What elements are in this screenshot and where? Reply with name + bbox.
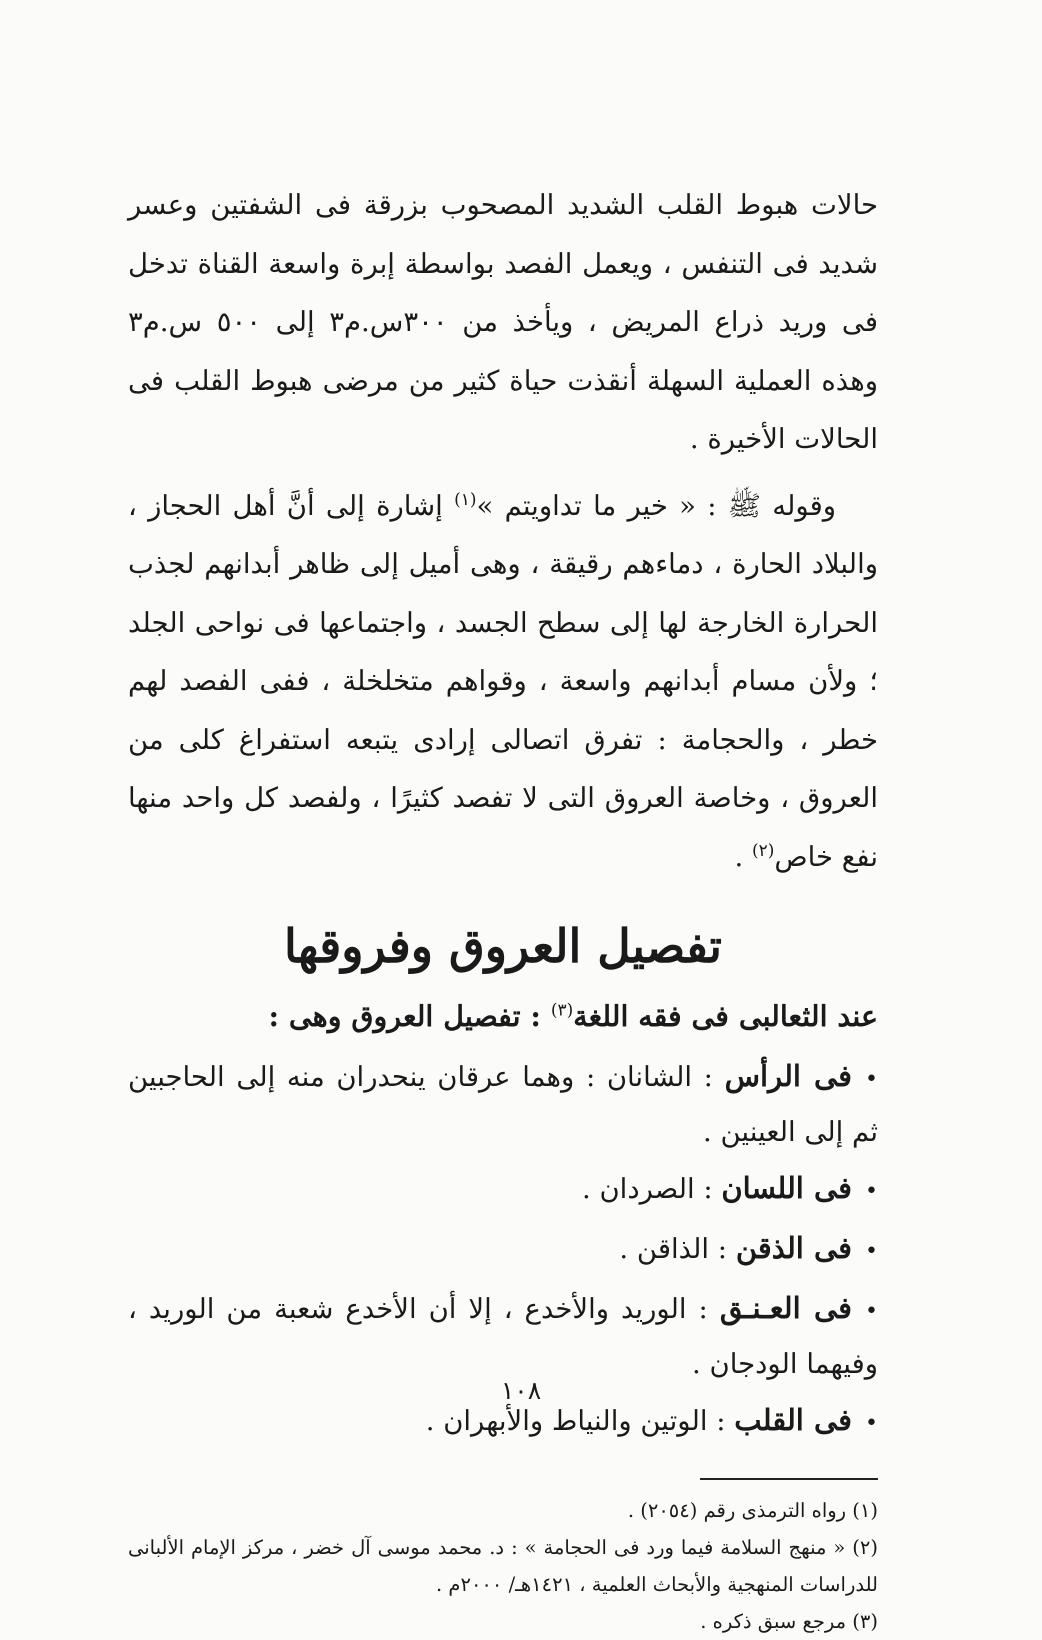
intro-start: عند الثعالبى فى فقه اللغة xyxy=(573,999,878,1033)
bullet-icon: • xyxy=(865,1411,878,1436)
section-title: تفصيل العروق وفروقها xyxy=(284,919,722,973)
section-intro xyxy=(128,988,878,1044)
list-item-term: فى القلب xyxy=(734,1403,852,1437)
list-item xyxy=(128,1162,878,1218)
page-number: ١٠٨ xyxy=(500,1376,542,1405)
list-item-text: : الشانان : وهما عرقان ينحدران منه إلى الحاجبين ثم إلى العينين . xyxy=(128,1061,878,1148)
body-paragraph-2 xyxy=(128,477,878,887)
bullet-icon: • xyxy=(865,1239,878,1264)
paragraph-2-body: إشارة إلى أنَّ أهل الحجاز ، والبلاد الحارة ، دماءهم رقيقة ، وهى أميل إلى ظاهر أبدانهم لجذب الحرارة الخارجة لها إلى سطح الجسد ، واجتماعها فى نواحى الجلد ؛ ولأن مسام أبدانهم واسعة ، وقواهم متخلخلة ، ففى الفصد لهم خطر ، والحجامة : تفرق اتصالى إرادى يتبعه استفراغ كلى من العروق ، وخاصة العروق التى لا تفصد كثيرًا ، ولفصد كل واحد منها نفع خاص xyxy=(128,489,878,873)
footnote-divider xyxy=(700,1478,878,1480)
footnote-2: (٢) « منهج السلامة فيما ورد فى الحجامة » : د. محمد موسى آل خضر ، مركز الإمام الألبانى للدراسات المنهجية والأبحاث العلمية ، ١٤٢١هـ/ ٢٠٠٠م . xyxy=(128,1536,878,1596)
list-item xyxy=(128,1282,878,1390)
intro-end: : تفصيل العروق وهى : xyxy=(268,999,551,1033)
list-item xyxy=(128,1222,878,1278)
footnote-ref-2: (٢) xyxy=(752,840,775,861)
list-item-text: : الوتين والنياط والأبهران . xyxy=(425,1405,735,1437)
list-item-term: فى العـنـق xyxy=(719,1291,852,1325)
page-content xyxy=(128,176,878,1640)
list-item-text: : الذاقن . xyxy=(619,1233,736,1265)
bullet-icon: • xyxy=(865,1179,878,1204)
list-item-term: فى الرأس xyxy=(724,1059,853,1093)
list-item xyxy=(128,1050,878,1158)
list-item-text: : الوريد والأخدع ، إلا أن الأخدع شعبة من الوريد ، وفيهما الودجان . xyxy=(128,1293,878,1380)
footnote-ref-1: (١) xyxy=(454,489,477,510)
list-item-term: فى الذقن xyxy=(735,1231,852,1265)
list-item-text: : الصردان . xyxy=(582,1173,722,1205)
footnote-3: (٣) مرجع سبق ذكره . xyxy=(700,1610,878,1633)
footnote-ref-3: (٣) xyxy=(550,1000,574,1021)
hadith-quote: وقوله ﷺ : « خير ما تداويتم » xyxy=(476,489,836,522)
body-paragraph-1: حالات هبوط القلب الشديد المصحوب بزرقة فى الشفتين وعسر شديد فى التنفس ، ويعمل الفصد بواسطة إبرة واسعة القناة تدخل فى وريد ذراع المريض ، ويأخذ من ٣٠٠س.م٣ إلى ٥٠٠ س.م٣ وهذه العملية السهلة أنقذت حياة كثير من مرضى هبوط القلب فى الحالات الأخيرة . xyxy=(128,189,878,455)
footnote-1: (١) رواه الترمذى رقم (٢٠٥٤) . xyxy=(627,1499,878,1522)
footnotes xyxy=(128,1478,878,1640)
list-item-term: فى اللسان xyxy=(721,1171,852,1205)
bullet-icon: • xyxy=(865,1067,879,1092)
bullet-icon: • xyxy=(865,1299,878,1324)
paragraph-2-tail: . xyxy=(734,840,752,873)
